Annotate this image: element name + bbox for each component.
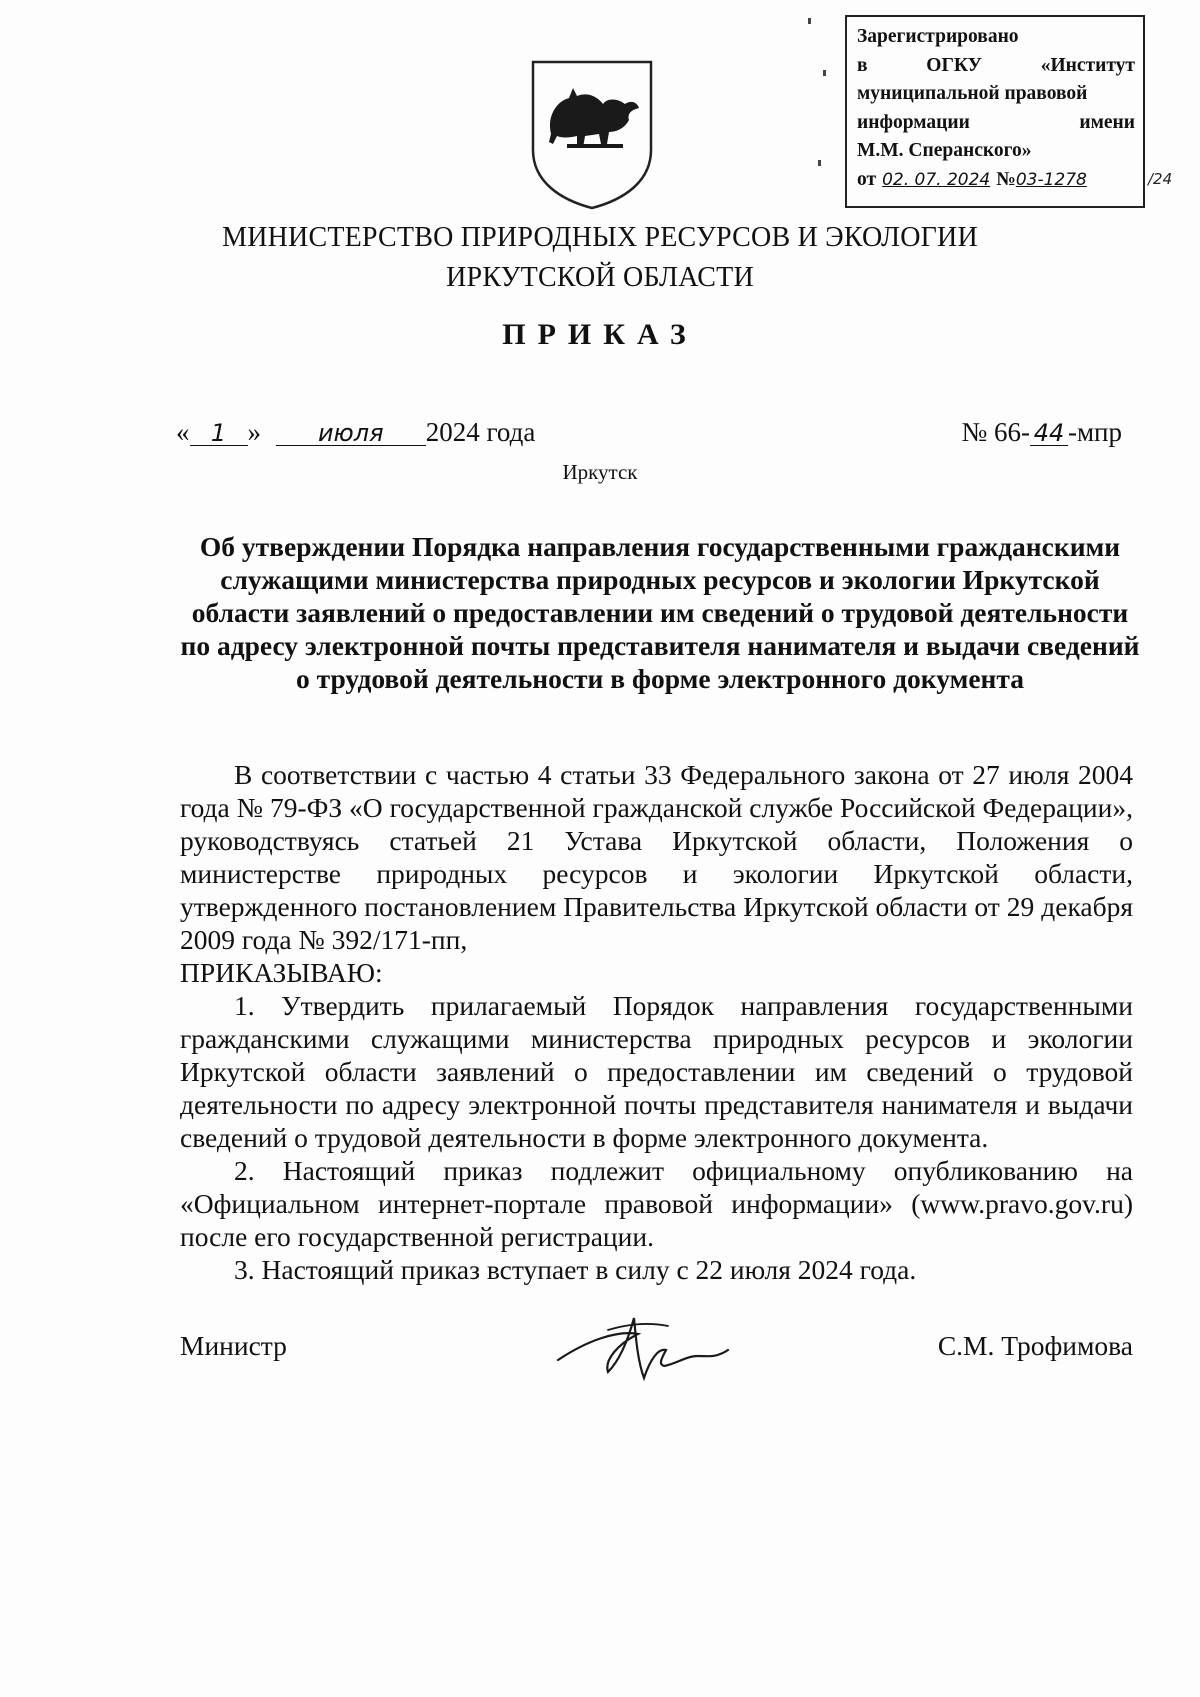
stamp-text: в bbox=[857, 54, 868, 76]
preamble-paragraph: В соответствии с частью 4 статьи 33 Федерального закона от 27 июля 2004 года № 79-ФЗ «О государственной гражданской службе Российской Федерации», руководствуясь статьей 21 Устава Иркутской области, Положения о министерстве природных ресурсов и экологии Иркутской области, утвержденного постановлением Правительства Иркутской области от 29 декабря 2009 года № 392/171-пп, bbox=[180, 759, 1133, 955]
stamp-number-suffix: /24 bbox=[1148, 170, 1173, 188]
stamp-line bbox=[857, 52, 1135, 81]
region-name-line: ИРКУТСКОЙ ОБЛАСТИ bbox=[446, 262, 754, 293]
stamp-text: ОГКУ bbox=[926, 54, 982, 76]
stamp-line bbox=[857, 80, 1135, 109]
margin-mark bbox=[808, 18, 811, 24]
order-item: 3. Настоящий приказ вступает в силу с 22 июля 2024 года. bbox=[234, 1254, 917, 1285]
coat-of-arms-icon bbox=[527, 58, 657, 210]
stamp-number-handwritten: 03-1278 bbox=[1015, 169, 1087, 190]
stamp-text: имени bbox=[1079, 111, 1135, 133]
margin-mark bbox=[818, 160, 821, 166]
stamp-line bbox=[857, 23, 1135, 52]
number-suffix: -мпр bbox=[1067, 417, 1122, 447]
city: Иркутск bbox=[562, 460, 638, 484]
stamp-text: М.М. Сперанского» bbox=[857, 140, 1032, 161]
document-type: ПРИКАЗ bbox=[502, 318, 698, 351]
ministry-name-line: МИНИСТЕРСТВО ПРИРОДНЫХ РЕСУРСОВ И ЭКОЛОГИИ bbox=[222, 222, 978, 253]
stamp-text: муниципальной правовой bbox=[857, 83, 1088, 104]
stamp-number-label: № bbox=[996, 168, 1016, 190]
stamp-text: информации bbox=[857, 111, 970, 133]
stamp-line bbox=[857, 109, 1135, 138]
order-word: ПРИКАЗЫВАЮ: bbox=[180, 957, 383, 988]
stamp-text: «Институт bbox=[1040, 54, 1135, 76]
signatory-position: Министр bbox=[180, 1330, 287, 1361]
date-close-quote: » bbox=[247, 417, 261, 447]
margin-mark bbox=[823, 70, 826, 76]
stamp-line bbox=[857, 166, 1135, 195]
date-year: 2024 года bbox=[425, 417, 536, 447]
stamp-from-label: от bbox=[857, 168, 877, 190]
stamp-line bbox=[857, 137, 1135, 166]
order-number bbox=[961, 417, 1122, 448]
registration-stamp bbox=[845, 15, 1145, 208]
order-item: 1. Утвердить прилагаемый Порядок направления государственными гражданскими служащими министерства природных ресурсов и экологии Иркутской области заявлений о предоставлении им сведений о трудовой деятельности по адресу электронной почты представителя нанимателя и выдачи сведений о трудовой деятельности в форме электронного документа. bbox=[180, 990, 1133, 1153]
stamp-text: Зарегистрировано bbox=[857, 26, 1019, 47]
order-item: 2. Настоящий приказ подлежит официальному опубликованию на «Официальном интернет-портале правовой информации» (www.pravo.gov.ru) после его государственной регистрации. bbox=[180, 1155, 1133, 1252]
document-title: Об утверждении Порядка направления государственными гражданскими служащими министерства природных ресурсов и экологии Иркутской области заявлений о предоставлении им сведений о трудовой деятельности по адресу электронной почты представителя нанимателя и выдачи сведений о трудовой деятельности в форме электронного документа bbox=[180, 531, 1140, 694]
order-date bbox=[176, 417, 535, 448]
stamp-date-handwritten: 02. 07. 2024 bbox=[882, 169, 991, 190]
date-month: июля bbox=[276, 421, 426, 446]
number-prefix: № 66- bbox=[961, 417, 1030, 447]
signatory-name: С.М. Трофимова bbox=[937, 1330, 1133, 1361]
date-open-quote: « bbox=[176, 417, 190, 447]
document-body bbox=[180, 758, 1133, 1286]
date-day: 1 bbox=[190, 421, 248, 446]
handwritten-signature bbox=[548, 1300, 748, 1390]
number-value: 44 bbox=[1030, 421, 1068, 446]
